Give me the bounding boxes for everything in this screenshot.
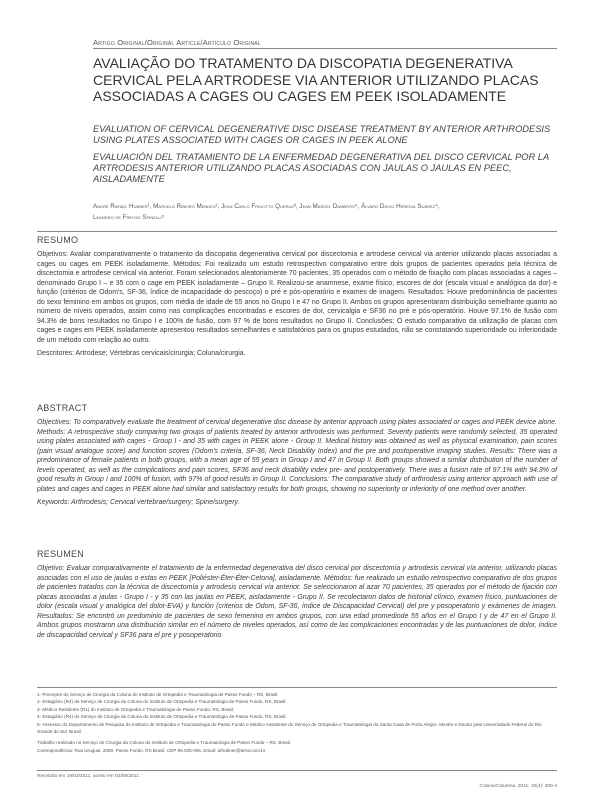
footnote-3: 3- Médico Residente (R1) do Instituto de Ortopedia e Traumatologia de Passo Fundo, RS, Brasil. [37, 706, 235, 712]
authors-rule [37, 231, 557, 232]
correspondence-note: Correspondência: Rua Uruguai, 2050, Passo Fundo, RS Brasil. CEP 99.035-006. Email: arhubner@terra.com.br [37, 747, 266, 753]
received-date: Recebido em 19/03/2011, aceito em 03/08/2011. [37, 774, 141, 779]
footnotes [37, 691, 557, 754]
resumen-heading: RESUMEN [37, 549, 85, 559]
title-portuguese: AVALIAÇÃO DO TRATAMENTO DA DISCOPATIA DEGENERATIVA CERVICAL PELA ARTRODESE VIA ANTERIOR UTILIZANDO PLACAS ASSOCIADAS A CAGES OU CAGES EM PEEK ISOLADAMENTE [93, 55, 539, 104]
resumen-section [37, 549, 557, 640]
abstract-section [37, 403, 557, 506]
footnote-5: 5- Assessor do Departamento de Pesquisa do Instituto de Ortopedia e Traumatologia de Passo Fundo e Médico Assistente do Serviço de Ortopedia e Traumatologia da Santa Casa de Porto Alegre. Mestre e Doutor pela Universidade Federal do Rio Grande do Sul. Brasil. [37, 721, 542, 735]
journal-reference: Coluna/Columna. 2011; 10(4): 300-4 [479, 784, 557, 789]
abstract-text: Objectives: To comparatively evaluate the treatment of cervical degenerative disc disease by anterior approach using plates associated or cages and PEEK device alone. Methods: A retrospective study comparing two groups of patients treated by anterior arthrodesis was performed. Seventy patients were randomly selected, 35 operated using plates associated with cages - Group I - and 35 with cages in PEEK alone - Group II. Medical history was obtained as well as physical examination, pain scores (pain visual analogue score) and function scores (Odom's criteria, SF-36, Neck Disability Index) and the pre and postoperative imaging studies. Results: There was a predominance of female patients in both groups, with a mean age of 55 years in Group I and 47 in Group II. Both groups showed a similar distribution of the number of levels operated, as well as the complications and pain scores, SF36 and neck disability index pre- and postoperatively. There was a fusion rate of 97.1% with 94.3% of good results in Group I and 100% of fusion, with 97% of good results in Group II. Conclusions: The comparative study of arthrodesis using anterior approach with use of plates and cages and cages in PEEK alone had similar and satisfactory results for both groups, showing no superiority or inferiority of one method over another. [37, 419, 557, 493]
authors-line-1: André Rafael Hübner¹, Marcelo Ribeiro Mendes², Jean Carlo Frigotto Queruz³, Jean Marcel Dambrós⁴, Álvaro Diego Heredia Suárez⁴, [93, 203, 440, 210]
title-english: EVALUATION OF CERVICAL DEGENERATIVE DISC DISEASE TREATMENT BY ANTERIOR ARTHRODESIS USING PLATES ASSOCIATED WITH CAGES OR CAGES IN PEEK ALONE [93, 124, 551, 145]
footnote-4: 4- Estagiário (R4) do Serviço de Cirurgia da Coluna do Instituto de Ortopedia e Traumatologia de Passo Fundo, RS, Brasil. [37, 714, 287, 720]
title-spanish: EVALUACIÓN DEL TRATAMIENTO DE LA ENFERMEDAD DEGENERATIVA DEL DISCO CERVICAL POR LA ARTRODESIS ANTERIOR UTILIZANDO PLACAS ASOCIADAS CON JAULAS O JAULAS EN PEEC, AISLADAMENTE [93, 152, 549, 184]
authors [93, 202, 553, 223]
resumen-text: Objetivo: Evaluar comparativamente el tratamiento de la enfermedad degenerativa del disco cervical por discectomía y artrodesis cervical vía anterior, utilizando placas asociadas con el uso de jaulas o estas en PEEK [Poliéster-Éter-Éter-Cetona], aisladamente. Métodos: fue realizado un estudio retrospectivo comparativo de dos grupos de pacientes tratados con la técnica de discectomía y artrodesis cervical vía anterior. Se seleccionaron al azar 70 pacientes, 35 operados por el método de fijación con placas asociadas a jaulas - Grupo I - y 35 con las jaulas en PEEK, aisladamente - Grupo II. Se recolectaron datos de historial clínico, examen físico, puntuaciones de dolor (escala visual y analógica del dolor-EVA) y función (criterios de Odom, SF-36, índice de Discapacidad Cervical) del pre y posoperatorio y exámenes de imagen. Resultados: Se encontró un predominio de pacientes de sexo femenino en ambos grupos, con una edad promediode 55 años en el Grupo I y de 47 en el Grupo II. Ambos grupos mostraron una distribución similar en el número de niveles operados, así como de las complicaciones encontradas y de las puntuaciones de dolor, índice de discapacidad cervical y SF36 para el pre y posoperatorio. [37, 565, 557, 639]
resumo-heading: RESUMO [37, 235, 79, 245]
work-done-note: Trabalho realizado no Serviço de Cirurgia da Coluna do Instituto de Ortopedia e Traumatologia de Passo Fundo – RS, Brasil. [37, 740, 292, 746]
header-rule [93, 48, 557, 49]
resumo-keywords: Descritores: Artrodese; Vértebras cervicais/cirurgia; Coluna/cirurgia. [37, 350, 246, 358]
abstract-keywords: Keywords: Arthrodesis; Cervical vertebrae/surgery; Spine/surgery. [37, 499, 240, 507]
section-tag: Artigo Original/Original Article/Artículo Original [93, 38, 261, 47]
resumo-text: Objetivos: Avaliar comparativamente o tratamento da discopatia degenerativa cervical por discectomia e artrodese cervical via anterior utilizando placas associadas a cages ou cages em PEEK isoladamente. Métodos: Foi realizado um estudo retrospectivo comparativo entre dois grupos de pacientes operados pela técnica de discectomia e artrodese cervical via anterior. Foram selecionados aleatoriamente 70 pacientes, 35 operados com o método de fixação com placas associadas a cages – denominado Grupo I – e 35 com o cage em PEEK isoladamente – Grupo II. Realizou-se anamnese, exame físico, escores de dor (escala visual e analógica da dor) e função (critérios de Odom's, SF-36, índice de incapacidade do pescoço) o pré e pós-operatório e exames de imagem. Resultados: Houve predominância de pacientes do sexo feminino em ambos os grupos, com média de idade de 55 anos no Grupo I e 47 no Grupo II. Ambos os grupos apresentaram distribuição semelhante quanto ao número de níveis operados, assim como nas complicações encontradas e escores de dor, cervicalgia e SF36 no pré e pós-operatório. Houve 97.1% de fusão com 94.3% de bons resultados no Grupo I e 100% de fusão, com 97 % de bons resultados no Grupo II. Conclusões: O estudo comparativo da utilização de placas com cages e cages em PEEK isoladamente apresentou resultados semelhantes e satisfatórios para os grupos estudados, não se constatando superioridade ou inferioridade de um método com relação ao outro. [37, 251, 557, 344]
authors-line-2: Leandro de Freitas Spinelli⁵ [93, 213, 165, 221]
resumo-section [37, 235, 557, 357]
footnote-2: 2- Estagiário (R4) de Serviço de Cirurgia da Coluna do Instituto de Ortopedia e Traumatologia de Passo Fundo, RS, Brasil. [37, 699, 287, 705]
abstract-heading: ABSTRACT [37, 403, 88, 413]
footnote-1: 1- Preceptor do Serviço de Cirurgia da Coluna do Instituto de Ortopedia e Traumatologia de Passo Fundo – RS, Brasil. [37, 692, 279, 697]
bottom-rule [37, 770, 557, 771]
footnotes-rule [37, 687, 557, 688]
